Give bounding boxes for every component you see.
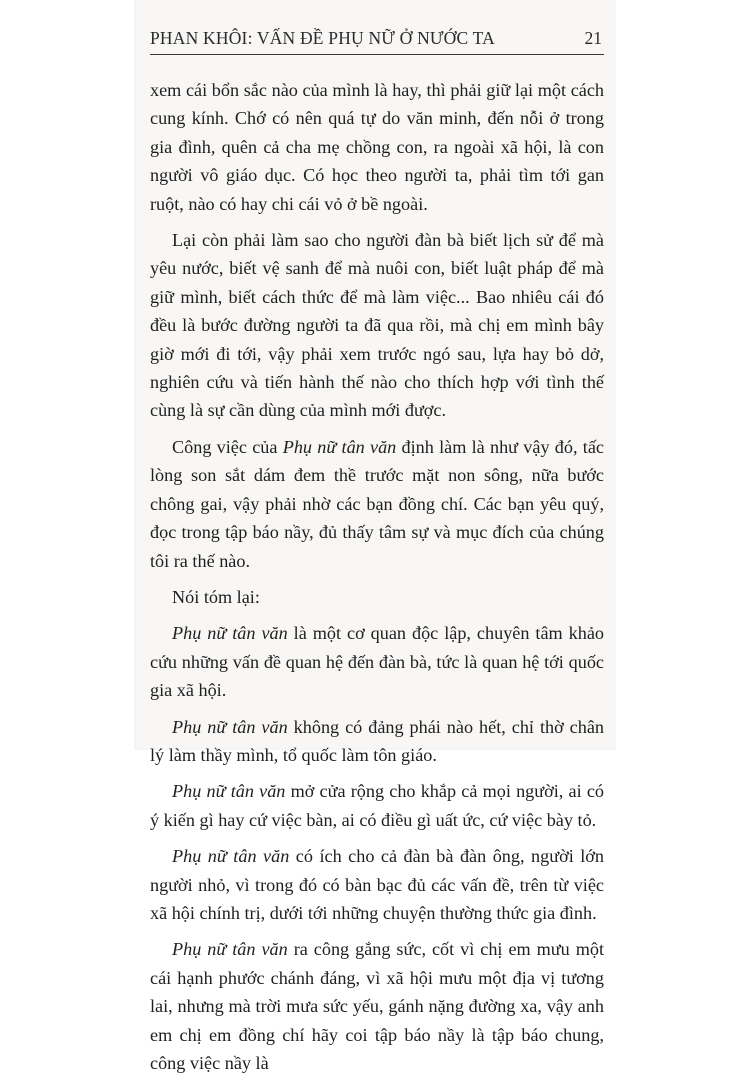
paragraph-text: là một cơ quan độc lập, chuyên tâm khảo cứu những vấn đề quan hệ đến đàn bà, tức là quan hệ tới quốc gia xã hội. [150,623,604,701]
publication-title-italic: Phụ nữ tân văn [172,846,290,867]
paragraph-text: mở cửa rộng cho khắp cả mọi người, ai có ý kiến gì hay cứ việc bàn, ai có điều gì uất ức, cứ việc bày tỏ. [150,781,605,830]
running-title: PHAN KHÔI: VẤN ĐỀ PHỤ NỮ Ở NƯỚC TA [150,28,495,48]
paragraph-text: Lại còn phải làm sao cho người đàn bà biết lịch sử để mà yêu nước, biết vệ sanh để mà nuôi con, biết luật pháp để mà giữ mình, biết cách thức để mà làm việc... Bao nhiêu cái đó đều là bước đường người ta đã qua rồi, mà chị em mình bây giờ mới đi tới, vậy phải xem trước ngó sau, lựa hay bỏ dở, nghiên cứu và tiến hành thế nào cho thích hợp với tình thế cùng là sự cần dùng của mình mới được. [150,230,604,421]
paragraph-text: Nói tóm lại: [172,586,260,607]
publication-title-italic: Phụ nữ tân văn [282,436,397,457]
paragraph-text-before: Công việc của [172,436,283,457]
paragraph-9 [150,935,604,1077]
body-text [150,76,604,1085]
paragraph-4 [150,583,604,611]
running-header [150,26,604,55]
publication-title-italic: Phụ nữ tân văn [172,781,286,802]
paragraph-5 [150,619,604,704]
publication-title-italic: Phụ nữ tân văn [172,623,288,644]
paragraph-text: có ích cho cả đàn bà đàn ông, người lớn người nhỏ, vì trong đó có bàn bạc đủ các vấn đề, trên từ việc xã hội chính trị, dưới tới những chuyện thường thức gia đình. [150,846,604,923]
paragraph-7 [150,777,604,834]
paragraph-1 [150,76,604,218]
paragraph-2 [150,226,604,425]
paragraph-6 [150,713,604,770]
paragraph-3 [150,433,604,575]
publication-title-italic: Phụ nữ tân văn [172,716,288,737]
paragraph-text: định làm là như vậy đó, tấc lòng son sắt dám đem thề trước mặt non sông, nữa bước chông gai, vậy phải nhờ các bạn đồng chí. Các bạn yêu quý, đọc trong tập báo nầy, đủ thấy tâm sự và mục đích của chúng tôi ra thế nào. [150,436,604,571]
paragraph-text: xem cái bổn sắc nào của mình là hay, thì phải giữ lại một cách cung kính. Chớ có nên quá tự do văn minh, đến nỗi ở trong gia đình, quên cả cha mẹ chồng con, ra ngoài xã hội, là con người vô giáo dục. Có học theo người ta, phải tìm tới gan ruột, nào có hay chi cái vỏ ở bề ngoài. [150,80,604,214]
book-page [134,0,616,1073]
paragraph-text: ra công gắng sức, cốt vì chị em mưu một cái hạnh phước chánh đáng, vì xã hội mưu một địa vị tương lai, nhưng mà trời mưa sức yếu, gánh nặng đường xa, vậy anh em chị em đồng chí hãy coi tập báo nầy là tập báo chung, công việc nầy là [150,939,604,1073]
publication-title-italic: Phụ nữ tân văn [172,939,288,960]
page-number: 21 [584,28,602,48]
paragraph-text: không có đảng phái nào hết, chỉ thờ chân lý làm thầy mình, tổ quốc làm tôn giáo. [150,716,604,765]
paragraph-8 [150,842,604,927]
